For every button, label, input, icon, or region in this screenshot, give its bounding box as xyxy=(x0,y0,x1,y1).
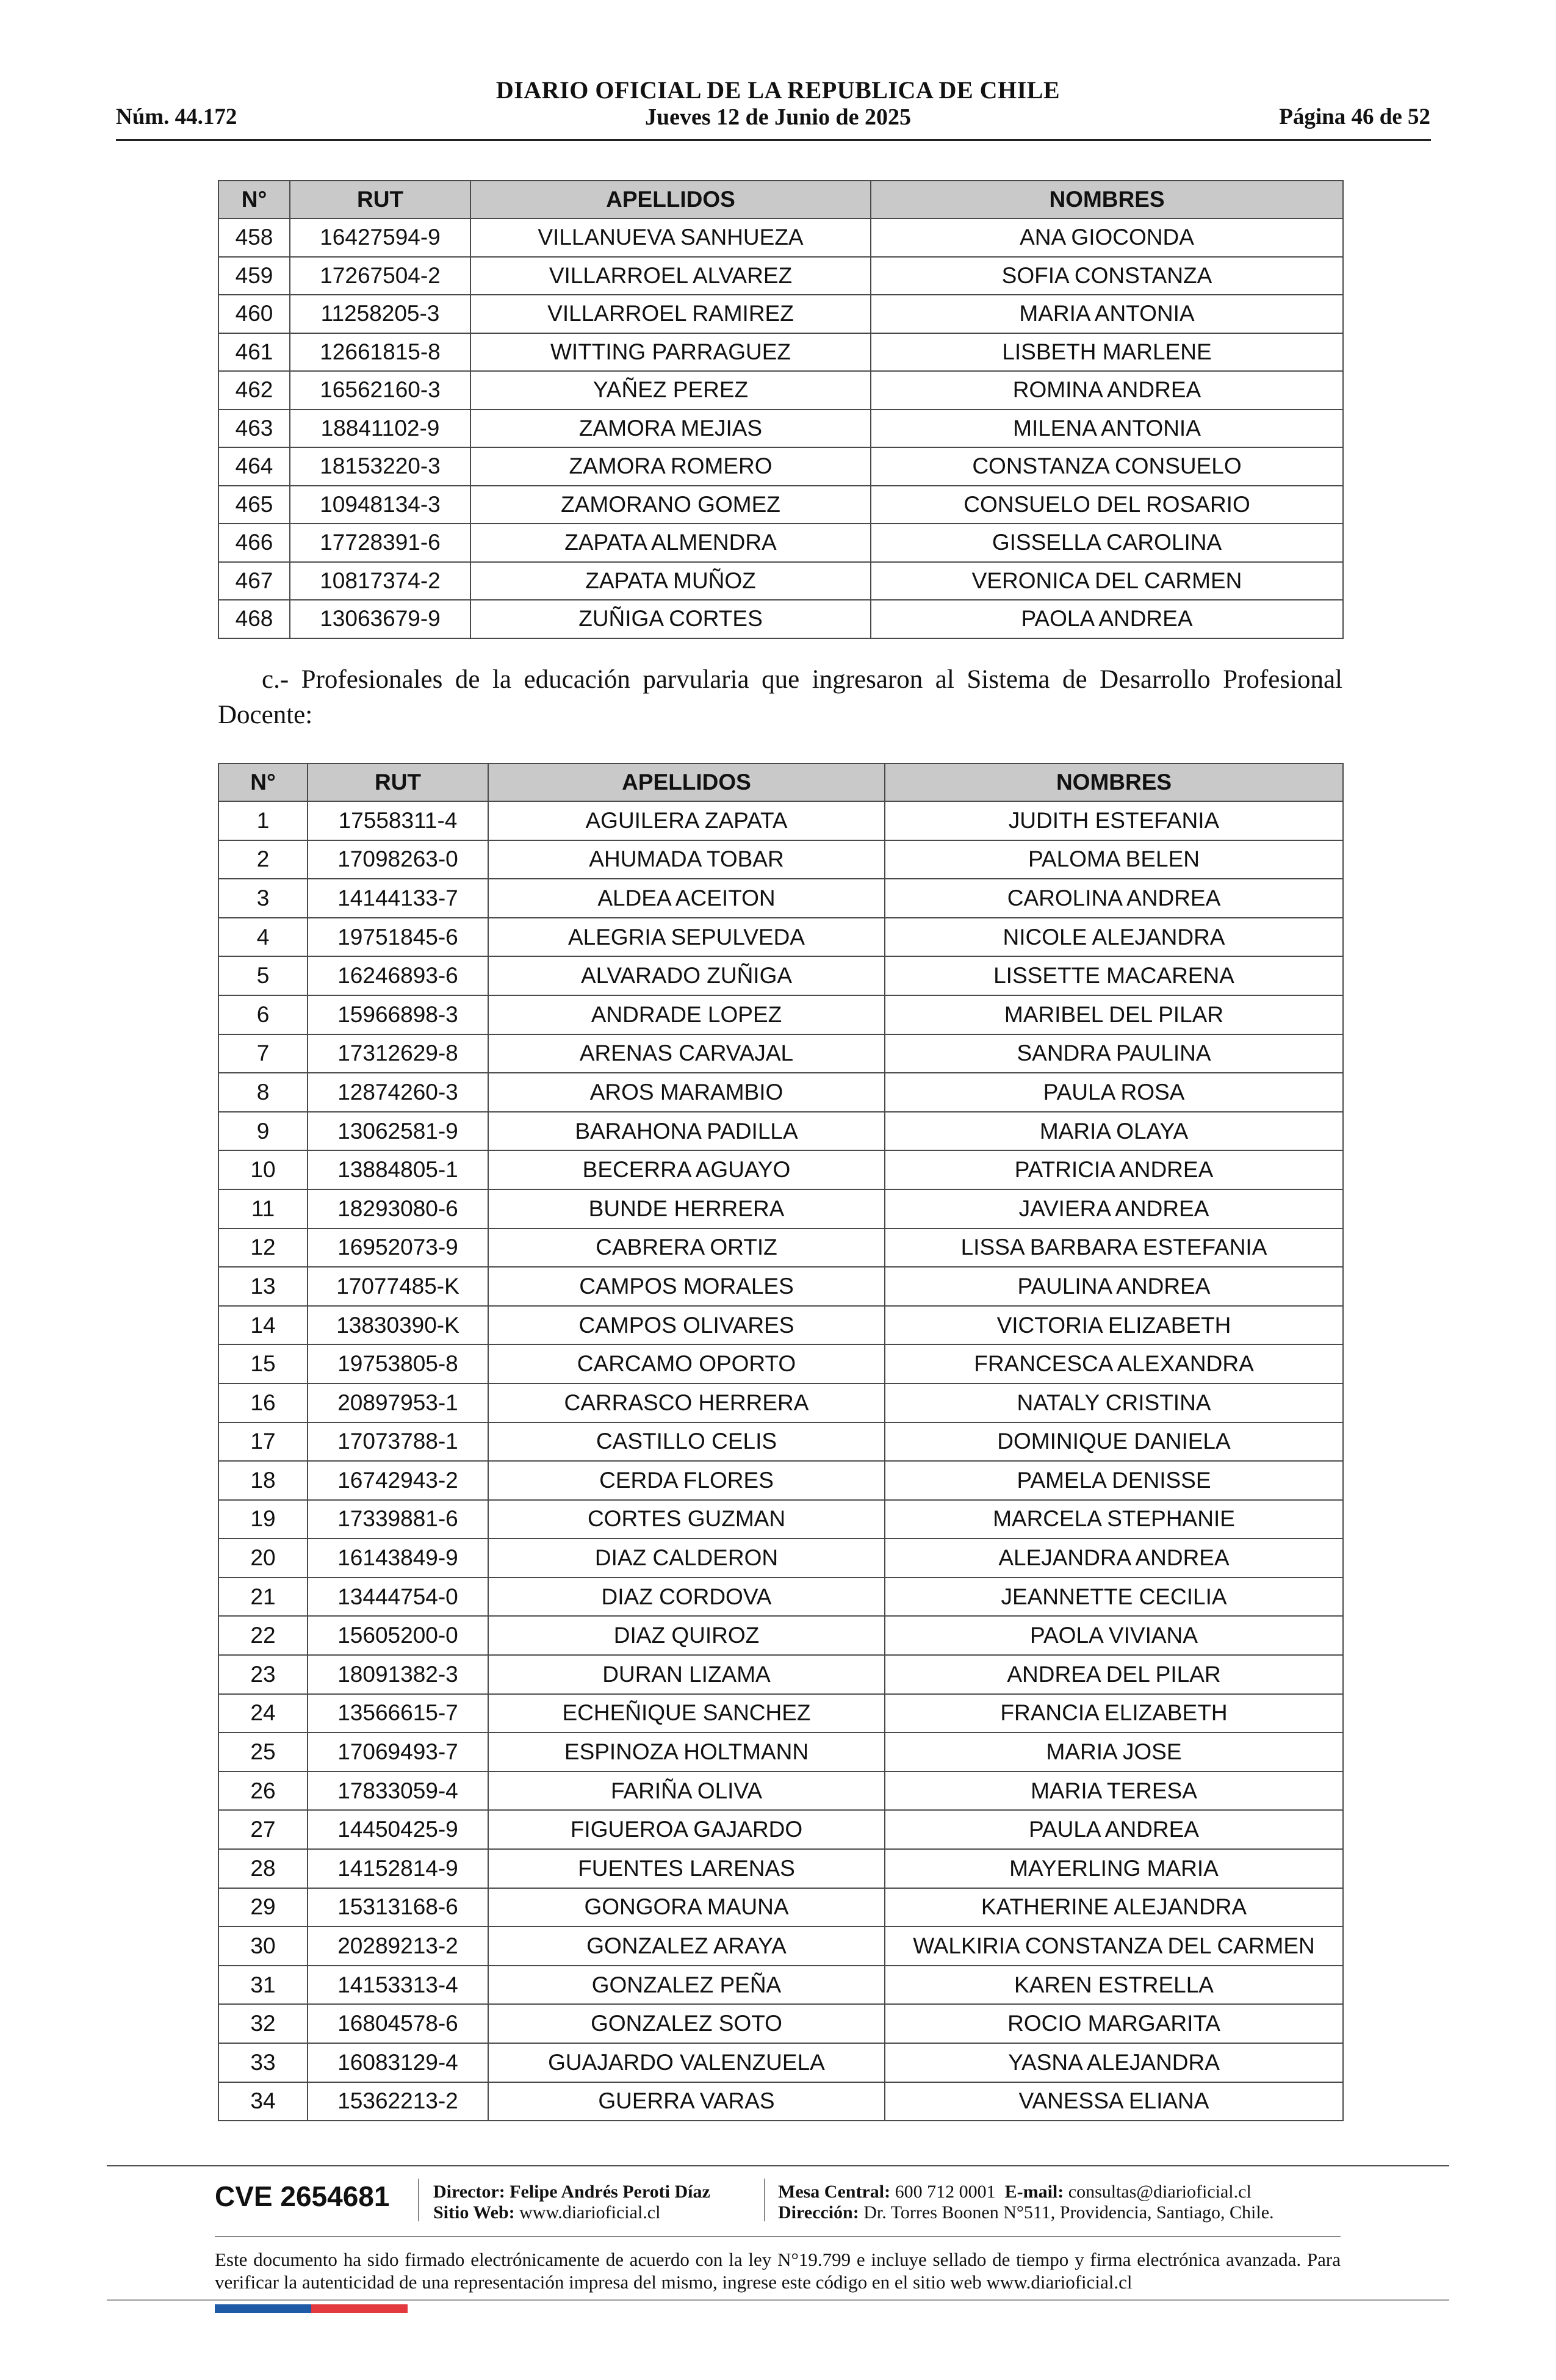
table-row xyxy=(218,371,1343,409)
cell-names: PAULINA ANDREA xyxy=(885,1267,1343,1306)
cell-names: MARCELA STEPHANIE xyxy=(885,1500,1343,1539)
website-link[interactable]: www.diarioficial.cl xyxy=(519,2202,661,2223)
website-label: Sitio Web: xyxy=(433,2202,515,2223)
column-header-number: N° xyxy=(218,763,308,801)
cell-surnames: ZAMORA MEJIAS xyxy=(470,409,871,448)
cell-number: 30 xyxy=(218,1927,308,1966)
header-divider xyxy=(116,139,1431,141)
cell-names: PAULA ANDREA xyxy=(885,1810,1343,1849)
cell-surnames: ZAPATA MUÑOZ xyxy=(470,562,871,600)
cell-number: 458 xyxy=(218,218,290,257)
cell-rut: 17267504-2 xyxy=(290,257,470,295)
table-row xyxy=(218,1966,1343,2005)
cell-surnames: DIAZ CALDERON xyxy=(488,1538,885,1578)
cell-number: 2 xyxy=(218,840,308,879)
cell-surnames: FUENTES LARENAS xyxy=(488,1849,885,1888)
column-header-rut: RUT xyxy=(308,763,488,801)
cell-rut: 14153313-4 xyxy=(308,1966,488,2005)
cell-surnames: ALDEA ACEITON xyxy=(488,879,885,918)
cell-surnames: GONZALEZ ARAYA xyxy=(488,1927,885,1966)
cell-rut: 17339881-6 xyxy=(308,1500,488,1539)
page-indicator: Página 46 de 52 xyxy=(1279,104,1430,129)
cell-surnames: VILLANUEVA SANHUEZA xyxy=(470,218,871,257)
cell-names: LISSETTE MACARENA xyxy=(885,956,1343,995)
table-header-row xyxy=(218,181,1343,218)
cell-number: 7 xyxy=(218,1034,308,1073)
cell-surnames: DIAZ QUIROZ xyxy=(488,1616,885,1655)
email-link[interactable]: consultas@diarioficial.cl xyxy=(1068,2182,1252,2202)
cell-rut: 17558311-4 xyxy=(308,801,488,840)
cell-surnames: DURAN LIZAMA xyxy=(488,1655,885,1694)
table-header-row xyxy=(218,763,1343,801)
footer-divider xyxy=(215,2236,1341,2237)
cell-surnames: ANDRADE LOPEZ xyxy=(488,995,885,1034)
cell-rut: 16952073-9 xyxy=(308,1228,488,1268)
cell-surnames: GONGORA MAUNA xyxy=(488,1888,885,1927)
cell-rut: 15313168-6 xyxy=(308,1888,488,1927)
cell-number: 19 xyxy=(218,1500,308,1539)
cell-number: 22 xyxy=(218,1616,308,1655)
table-row xyxy=(218,1927,1343,1966)
cell-names: ALEJANDRA ANDREA xyxy=(885,1538,1343,1578)
cell-names: JEANNETTE CECILIA xyxy=(885,1578,1343,1617)
table-row xyxy=(218,879,1343,918)
cell-names: LISBETH MARLENE xyxy=(871,333,1343,372)
cell-number: 459 xyxy=(218,257,290,295)
contact-line xyxy=(778,2182,1274,2202)
phone-value: 600 712 0001 xyxy=(895,2182,996,2202)
cell-rut: 16083129-4 xyxy=(308,2043,488,2082)
footer-director-block xyxy=(433,2182,710,2223)
website-line xyxy=(433,2202,710,2223)
cell-surnames: CABRERA ORTIZ xyxy=(488,1228,885,1268)
cell-number: 1 xyxy=(218,801,308,840)
cell-surnames: GONZALEZ SOTO xyxy=(488,2004,885,2043)
cell-names: GISSELLA CAROLINA xyxy=(871,524,1343,562)
cell-rut: 17728391-6 xyxy=(290,524,470,562)
cell-rut: 16742943-2 xyxy=(308,1461,488,1500)
cell-surnames: BARAHONA PADILLA xyxy=(488,1112,885,1151)
cell-rut: 11258205-3 xyxy=(290,295,470,333)
table-row xyxy=(218,2004,1343,2043)
cell-surnames: CERDA FLORES xyxy=(488,1461,885,1500)
cell-names: ANDREA DEL PILAR xyxy=(885,1655,1343,1694)
cell-names: FRANCIA ELIZABETH xyxy=(885,1694,1343,1733)
section-heading-paragraph xyxy=(218,662,1342,733)
cell-names: CONSUELO DEL ROSARIO xyxy=(871,486,1343,524)
cell-rut: 17312629-8 xyxy=(308,1034,488,1073)
cell-number: 18 xyxy=(218,1461,308,1500)
cell-surnames: CARRASCO HERRERA xyxy=(488,1383,885,1423)
cell-surnames: ALVARADO ZUÑIGA xyxy=(488,956,885,995)
footer-contact-block xyxy=(778,2182,1274,2223)
cell-names: NATALY CRISTINA xyxy=(885,1383,1343,1423)
cell-surnames: ECHEÑIQUE SANCHEZ xyxy=(488,1694,885,1733)
cell-surnames: YAÑEZ PEREZ xyxy=(470,371,871,409)
cell-rut: 18153220-3 xyxy=(290,447,470,486)
flag-stripe-blue xyxy=(215,2304,311,2313)
cell-names: DOMINIQUE DANIELA xyxy=(885,1423,1343,1462)
table-row xyxy=(218,1616,1343,1655)
cell-rut: 19753805-8 xyxy=(308,1344,488,1383)
cell-names: KAREN ESTRELLA xyxy=(885,1966,1343,2005)
cell-names: MARIA TERESA xyxy=(885,1772,1343,1811)
cell-names: MARIA OLAYA xyxy=(885,1112,1343,1151)
table-row xyxy=(218,409,1343,448)
cell-surnames: BUNDE HERRERA xyxy=(488,1189,885,1228)
email-label: E-mail: xyxy=(1004,2182,1064,2202)
cell-surnames: CAMPOS OLIVARES xyxy=(488,1306,885,1345)
cell-names: PALOMA BELEN xyxy=(885,840,1343,879)
footer-divider xyxy=(107,2299,1449,2301)
cell-surnames: ALEGRIA SEPULVEDA xyxy=(488,918,885,957)
column-header-number: N° xyxy=(218,181,290,218)
table-row xyxy=(218,1849,1343,1888)
cell-rut: 16246893-6 xyxy=(308,956,488,995)
cell-rut: 17077485-K xyxy=(308,1267,488,1306)
cell-names: NICOLE ALEJANDRA xyxy=(885,918,1343,957)
table-row xyxy=(218,1578,1343,1617)
cell-number: 13 xyxy=(218,1267,308,1306)
flag-stripe-red xyxy=(311,2304,408,2313)
cell-rut: 20289213-2 xyxy=(308,1927,488,1966)
cell-names: PAOLA ANDREA xyxy=(871,600,1343,638)
paragraph-text: c.- Profesionales de la educación parvularia que ingresaron al Sistema de Desarrollo Profesional Docente: xyxy=(218,665,1342,729)
table-row xyxy=(218,257,1343,295)
cell-rut: 10948134-3 xyxy=(290,486,470,524)
table-row xyxy=(218,447,1343,486)
cell-surnames: GUAJARDO VALENZUELA xyxy=(488,2043,885,2082)
cell-rut: 13062581-9 xyxy=(308,1112,488,1151)
table-row xyxy=(218,1538,1343,1578)
cell-number: 16 xyxy=(218,1383,308,1423)
cell-surnames: AROS MARAMBIO xyxy=(488,1073,885,1112)
cell-names: SOFIA CONSTANZA xyxy=(871,257,1343,295)
table-row xyxy=(218,995,1343,1034)
teachers-table-continued xyxy=(218,180,1344,639)
phone-label: Mesa Central: xyxy=(778,2182,891,2202)
cell-number: 31 xyxy=(218,1966,308,2005)
table-row xyxy=(218,1733,1343,1772)
cell-names: SANDRA PAULINA xyxy=(885,1034,1343,1073)
cell-surnames: CAMPOS MORALES xyxy=(488,1267,885,1306)
cell-surnames: BECERRA AGUAYO xyxy=(488,1150,885,1189)
preschool-professionals-table xyxy=(218,763,1344,2121)
table-row xyxy=(218,1461,1343,1500)
table-row xyxy=(218,1655,1343,1694)
cell-rut: 13830390-K xyxy=(308,1306,488,1345)
cell-names: MILENA ANTONIA xyxy=(871,409,1343,448)
issue-number: Núm. 44.172 xyxy=(116,104,237,129)
cell-names: KATHERINE ALEJANDRA xyxy=(885,1888,1343,1927)
cell-names: PATRICIA ANDREA xyxy=(885,1150,1343,1189)
table-body xyxy=(218,801,1343,2121)
table-row xyxy=(218,1888,1343,1927)
cell-number: 32 xyxy=(218,2004,308,2043)
address-line xyxy=(778,2202,1274,2223)
cell-names: ROMINA ANDREA xyxy=(871,371,1343,409)
cell-number: 468 xyxy=(218,600,290,638)
cell-names: ANA GIOCONDA xyxy=(871,218,1343,257)
cell-surnames: AHUMADA TOBAR xyxy=(488,840,885,879)
cell-surnames: ZAMORANO GOMEZ xyxy=(470,486,871,524)
cell-names: VANESSA ELIANA xyxy=(885,2082,1343,2121)
table-row xyxy=(218,486,1343,524)
cell-surnames: GONZALEZ PEÑA xyxy=(488,1966,885,2005)
publication-title: DIARIO OFICIAL DE LA REPUBLICA DE CHILE xyxy=(495,76,1061,104)
cell-rut: 18293080-6 xyxy=(308,1189,488,1228)
cell-number: 6 xyxy=(218,995,308,1034)
table-row xyxy=(218,956,1343,995)
cell-names: MARIA ANTONIA xyxy=(871,295,1343,333)
table-row xyxy=(218,1306,1343,1345)
cell-rut: 19751845-6 xyxy=(308,918,488,957)
cell-number: 5 xyxy=(218,956,308,995)
cell-number: 12 xyxy=(218,1228,308,1268)
table-body xyxy=(218,218,1343,638)
table-row xyxy=(218,1112,1343,1151)
table-row xyxy=(218,1694,1343,1733)
cell-rut: 20897953-1 xyxy=(308,1383,488,1423)
cell-rut: 16562160-3 xyxy=(290,371,470,409)
cell-number: 8 xyxy=(218,1073,308,1112)
cell-rut: 14152814-9 xyxy=(308,1849,488,1888)
cve-code: CVE 2654681 xyxy=(215,2180,390,2212)
table-row xyxy=(218,333,1343,372)
address-value: Dr. Torres Boonen N°511, Providencia, Santiago, Chile. xyxy=(863,2202,1274,2223)
cell-names: VERONICA DEL CARMEN xyxy=(871,562,1343,600)
cell-surnames: ZAPATA ALMENDRA xyxy=(470,524,871,562)
publication-date: Jueves 12 de Junio de 2025 xyxy=(645,104,911,130)
cell-number: 26 xyxy=(218,1772,308,1811)
column-header-surnames: APELLIDOS xyxy=(488,763,885,801)
cell-surnames: CORTES GUZMAN xyxy=(488,1500,885,1539)
cell-surnames: ARENAS CARVAJAL xyxy=(488,1034,885,1073)
table-row xyxy=(218,1150,1343,1189)
cell-surnames: FIGUEROA GAJARDO xyxy=(488,1810,885,1849)
cell-number: 28 xyxy=(218,1849,308,1888)
cell-rut: 16804578-6 xyxy=(308,2004,488,2043)
table-row xyxy=(218,2082,1343,2121)
cell-names: FRANCESCA ALEXANDRA xyxy=(885,1344,1343,1383)
cell-number: 14 xyxy=(218,1306,308,1345)
cell-surnames: DIAZ CORDOVA xyxy=(488,1578,885,1617)
cell-surnames: ZUÑIGA CORTES xyxy=(470,600,871,638)
table-row xyxy=(218,1189,1343,1228)
cell-surnames: ESPINOZA HOLTMANN xyxy=(488,1733,885,1772)
table-row xyxy=(218,562,1343,600)
cell-number: 464 xyxy=(218,447,290,486)
cell-names: MAYERLING MARIA xyxy=(885,1849,1343,1888)
table-row xyxy=(218,1034,1343,1073)
column-header-names: NOMBRES xyxy=(885,763,1343,801)
director-label: Director: xyxy=(433,2182,505,2202)
footer-separator xyxy=(418,2179,419,2221)
table-row xyxy=(218,1423,1343,1462)
legal-notice: Este documento ha sido firmado electrónicamente de acuerdo con la ley N°19.799 e incluye sellado de tiempo y firma electrónica avanzada. Para verificar la autenticidad de una representación impresa del mismo, ingrese este código en el sitio web www.diarioficial.cl xyxy=(215,2249,1341,2293)
cell-rut: 17833059-4 xyxy=(308,1772,488,1811)
table-row xyxy=(218,1772,1343,1811)
table-row xyxy=(218,2043,1343,2082)
cell-rut: 17069493-7 xyxy=(308,1733,488,1772)
cell-surnames: FARIÑA OLIVA xyxy=(488,1772,885,1811)
cell-number: 29 xyxy=(218,1888,308,1927)
cell-rut: 14450425-9 xyxy=(308,1810,488,1849)
table-row xyxy=(218,918,1343,957)
cell-number: 10 xyxy=(218,1150,308,1189)
cell-rut: 15605200-0 xyxy=(308,1616,488,1655)
cell-number: 467 xyxy=(218,562,290,600)
cell-number: 34 xyxy=(218,2082,308,2121)
cell-rut: 10817374-2 xyxy=(290,562,470,600)
cell-number: 9 xyxy=(218,1112,308,1151)
cell-names: CONSTANZA CONSUELO xyxy=(871,447,1343,486)
table-row xyxy=(218,1810,1343,1849)
column-header-names: NOMBRES xyxy=(871,181,1343,218)
cell-names: LISSA BARBARA ESTEFANIA xyxy=(885,1228,1343,1268)
cell-number: 3 xyxy=(218,879,308,918)
cell-rut: 15966898-3 xyxy=(308,995,488,1034)
cell-names: PAMELA DENISSE xyxy=(885,1461,1343,1500)
cell-surnames: AGUILERA ZAPATA xyxy=(488,801,885,840)
address-label: Dirección: xyxy=(778,2202,859,2223)
cell-rut: 12874260-3 xyxy=(308,1073,488,1112)
cell-rut: 13444754-0 xyxy=(308,1578,488,1617)
cell-surnames: CASTILLO CELIS xyxy=(488,1423,885,1462)
cell-names: JAVIERA ANDREA xyxy=(885,1189,1343,1228)
cell-rut: 13884805-1 xyxy=(308,1150,488,1189)
cell-rut: 16143849-9 xyxy=(308,1538,488,1578)
table-row xyxy=(218,1344,1343,1383)
cell-number: 23 xyxy=(218,1655,308,1694)
table-row xyxy=(218,840,1343,879)
cell-rut: 17098263-0 xyxy=(308,840,488,879)
cell-number: 21 xyxy=(218,1578,308,1617)
table-row xyxy=(218,295,1343,333)
cell-number: 20 xyxy=(218,1538,308,1578)
table-row xyxy=(218,1383,1343,1423)
table-row xyxy=(218,600,1343,638)
cell-rut: 18841102-9 xyxy=(290,409,470,448)
cell-names: JUDITH ESTEFANIA xyxy=(885,801,1343,840)
cell-surnames: WITTING PARRAGUEZ xyxy=(470,333,871,372)
cell-number: 460 xyxy=(218,295,290,333)
director-name: Felipe Andrés Peroti Díaz xyxy=(510,2182,710,2202)
table-row xyxy=(218,1228,1343,1268)
cell-number: 27 xyxy=(218,1810,308,1849)
column-header-rut: RUT xyxy=(290,181,470,218)
cell-rut: 14144133-7 xyxy=(308,879,488,918)
cell-number: 33 xyxy=(218,2043,308,2082)
table-row xyxy=(218,1267,1343,1306)
cell-names: YASNA ALEJANDRA xyxy=(885,2043,1343,2082)
cell-rut: 16427594-9 xyxy=(290,218,470,257)
cell-surnames: CARCAMO OPORTO xyxy=(488,1344,885,1383)
table-row xyxy=(218,1500,1343,1539)
cell-number: 462 xyxy=(218,371,290,409)
table-row xyxy=(218,218,1343,257)
cell-rut: 17073788-1 xyxy=(308,1423,488,1462)
cell-rut: 15362213-2 xyxy=(308,2082,488,2121)
footer-separator xyxy=(764,2179,765,2221)
cell-number: 25 xyxy=(218,1733,308,1772)
cell-surnames: VILLARROEL ALVAREZ xyxy=(470,257,871,295)
cell-number: 24 xyxy=(218,1694,308,1733)
cell-number: 465 xyxy=(218,486,290,524)
cell-names: PAOLA VIVIANA xyxy=(885,1616,1343,1655)
cell-names: CAROLINA ANDREA xyxy=(885,879,1343,918)
column-header-surnames: APELLIDOS xyxy=(470,181,871,218)
cell-number: 4 xyxy=(218,918,308,957)
cell-number: 11 xyxy=(218,1189,308,1228)
cell-rut: 13063679-9 xyxy=(290,600,470,638)
cell-rut: 12661815-8 xyxy=(290,333,470,372)
cell-names: MARIA JOSE xyxy=(885,1733,1343,1772)
footer-divider xyxy=(107,2165,1449,2166)
table-row xyxy=(218,1073,1343,1112)
cell-rut: 13566615-7 xyxy=(308,1694,488,1733)
table-row xyxy=(218,524,1343,562)
director-line xyxy=(433,2182,710,2202)
cell-number: 17 xyxy=(218,1423,308,1462)
cell-number: 461 xyxy=(218,333,290,372)
cell-surnames: VILLARROEL RAMIREZ xyxy=(470,295,871,333)
cell-number: 466 xyxy=(218,524,290,562)
cell-surnames: GUERRA VARAS xyxy=(488,2082,885,2121)
cell-names: MARIBEL DEL PILAR xyxy=(885,995,1343,1034)
cell-names: PAULA ROSA xyxy=(885,1073,1343,1112)
cell-number: 463 xyxy=(218,409,290,448)
table-row xyxy=(218,801,1343,840)
cell-surnames: ZAMORA ROMERO xyxy=(470,447,871,486)
cell-rut: 18091382-3 xyxy=(308,1655,488,1694)
cell-names: ROCIO MARGARITA xyxy=(885,2004,1343,2043)
cell-number: 15 xyxy=(218,1344,308,1383)
cell-names: VICTORIA ELIZABETH xyxy=(885,1306,1343,1345)
cell-names: WALKIRIA CONSTANZA DEL CARMEN xyxy=(885,1927,1343,1966)
